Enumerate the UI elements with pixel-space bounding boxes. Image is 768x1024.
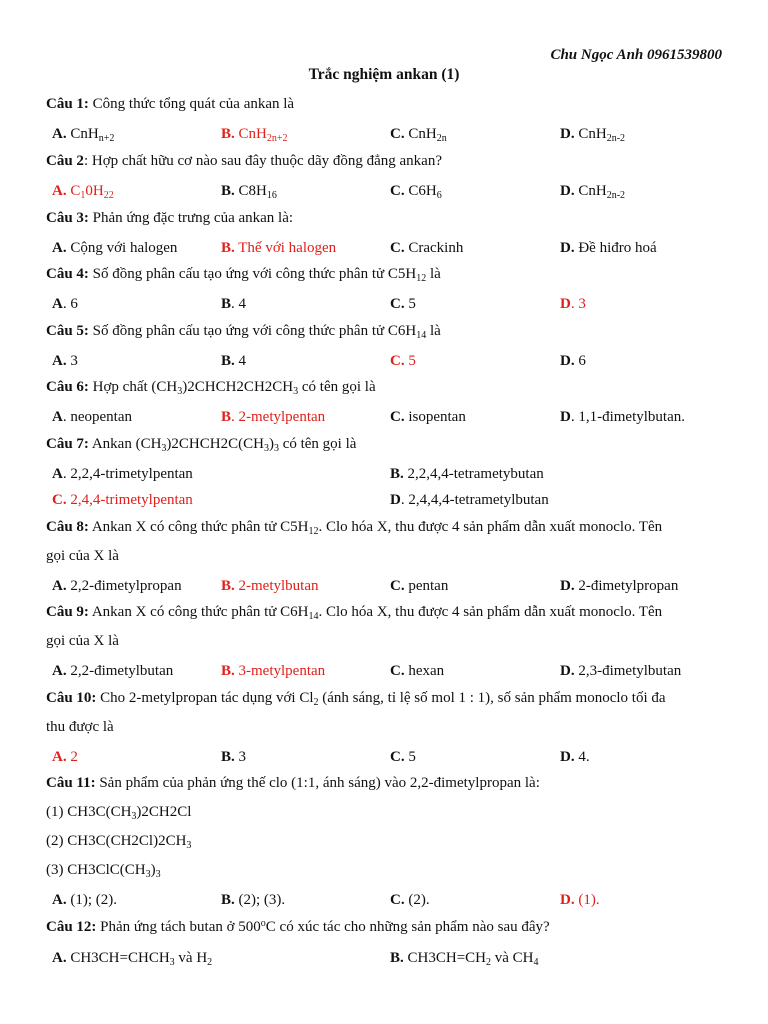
option-letter: B xyxy=(221,409,232,425)
answer-option xyxy=(221,294,246,314)
option-letter: A. xyxy=(52,950,67,966)
option-text: 2,3-đimetylbutan xyxy=(574,663,682,679)
option-letter: D. xyxy=(560,663,575,679)
option-text: . neopentan xyxy=(62,409,132,425)
answer-option-correct xyxy=(560,294,586,314)
option-letter: A. xyxy=(52,578,67,594)
answer-option xyxy=(52,464,193,484)
option-letter: C. xyxy=(390,126,405,142)
question-stem xyxy=(46,151,728,171)
answer-option xyxy=(390,490,549,510)
option-text: 2,2,4,4-tetrametybutan xyxy=(403,466,544,482)
question-stem xyxy=(46,377,728,397)
answer-option xyxy=(560,238,657,258)
answer-option xyxy=(390,948,539,968)
option-letter: C. xyxy=(390,240,405,256)
option-letter: C. xyxy=(390,663,405,679)
option-text: 5 xyxy=(404,296,416,312)
answer-option xyxy=(221,890,285,910)
question-number: Câu 7: xyxy=(46,436,89,452)
answer-option-correct xyxy=(390,351,416,371)
answer-option xyxy=(52,948,212,968)
question-stem xyxy=(46,321,728,341)
option-letter: B. xyxy=(390,466,404,482)
option-letter: C. xyxy=(390,749,405,765)
option-letter: A. xyxy=(52,749,67,765)
answer-option xyxy=(52,351,78,371)
option-text: (2); (3). xyxy=(234,892,286,908)
option-text: CnH$_{2n-2}$ xyxy=(574,183,626,201)
answer-option xyxy=(390,407,466,427)
question-stem xyxy=(46,602,728,622)
question-text: Số đồng phân cấu tạo ứng với công thức phân tử $C6H_{14}$ là xyxy=(88,323,441,341)
option-text: $CH3CH=CHCH_3$ và $H_2$ xyxy=(66,950,213,968)
option-letter: D. xyxy=(560,353,575,369)
option-letter: D. xyxy=(560,749,575,765)
option-text: 2,2-đimetylpropan xyxy=(66,578,182,594)
option-letter: C. xyxy=(390,353,405,369)
option-letter: D. xyxy=(560,126,575,142)
option-text: $C_10H_{22}$ xyxy=(66,183,114,201)
option-text: pentan xyxy=(404,578,449,594)
option-text: 2-metylbutan xyxy=(234,578,319,594)
option-letter: C. xyxy=(390,183,405,199)
question-number: Câu 5: xyxy=(46,323,89,339)
question-text: Ankan X có công thức phân tử $C6H_{14}$. Clo hóa X, thu được 4 sản phẩm dẫn xuất monoclo. Tên xyxy=(88,604,663,622)
question-text: Phản ứng tách butan ở 500$^o$C có xúc tác cho những sản phẩm nào sau đây? xyxy=(96,918,550,935)
question-stem xyxy=(46,688,728,708)
option-text: CnH$_{n+2}$ xyxy=(66,126,115,144)
option-text: . 6 xyxy=(62,296,78,312)
option-text: 2,2-đimetylbutan xyxy=(66,663,174,679)
question-stem xyxy=(46,917,728,937)
option-letter: C. xyxy=(390,409,405,425)
option-text: $C8H_{16}$ xyxy=(234,183,277,201)
option-letter: A. xyxy=(52,126,67,142)
product-item: (2) $CH3C(CH2Cl)2CH_3$ xyxy=(46,833,192,851)
question-text-continued: thu được là xyxy=(46,719,114,735)
answer-option xyxy=(52,124,114,144)
answer-option xyxy=(560,576,678,596)
option-letter: B. xyxy=(221,353,235,369)
answer-option xyxy=(390,294,416,314)
option-letter: A. xyxy=(52,353,67,369)
option-letter: D. xyxy=(560,892,575,908)
option-text: 2-đimetylpropan xyxy=(574,578,679,594)
product-item: (3) $CH3ClC(CH_3)_3$ xyxy=(46,862,161,880)
option-text: CnH$_{2n-2}$ xyxy=(574,126,626,144)
option-text: isopentan xyxy=(404,409,466,425)
option-text: . 4 xyxy=(231,296,247,312)
question-number: Câu 3: xyxy=(46,210,89,226)
option-text: 2 xyxy=(66,749,78,765)
answer-option xyxy=(560,124,625,144)
option-letter: D. xyxy=(560,183,575,199)
option-text: Thế với halogen xyxy=(234,240,337,256)
option-letter: D. xyxy=(560,240,575,256)
answer-option xyxy=(52,294,78,314)
question-text-continued: gọi của X là xyxy=(46,548,119,564)
answer-option xyxy=(221,351,246,371)
answer-option xyxy=(390,238,463,258)
option-text: . 2,2,4-trimetylpentan xyxy=(62,466,193,482)
option-text: 3 xyxy=(66,353,78,369)
option-letter: C. xyxy=(52,492,67,508)
option-letter: B. xyxy=(221,892,235,908)
option-text: CnH$_{2n}$ xyxy=(404,126,447,144)
option-letter: B. xyxy=(221,749,235,765)
option-letter: B. xyxy=(221,578,235,594)
question-stem xyxy=(46,264,728,284)
option-letter: B. xyxy=(221,126,235,142)
option-letter: A xyxy=(52,409,63,425)
option-text: CnH$_{2n+2}$ xyxy=(234,126,288,144)
option-letter: A. xyxy=(52,892,67,908)
question-text: Sản phẩm của phản ứng thế clo (1:1, ánh sáng) vào 2,2-đimetylpropan là: xyxy=(95,775,540,791)
option-text: 4. xyxy=(574,749,590,765)
option-letter: C. xyxy=(390,578,405,594)
option-text: 3-metylpentan xyxy=(234,663,326,679)
answer-option xyxy=(390,464,544,484)
option-text: 3 xyxy=(234,749,247,765)
option-letter: D xyxy=(560,409,571,425)
option-text: 5 xyxy=(404,749,416,765)
option-text: . 2,4,4,4-tetrametylbutan xyxy=(400,492,549,508)
option-text: (1); (2). xyxy=(66,892,117,908)
answer-option xyxy=(560,747,590,767)
question-text: : Hợp chất hữu cơ nào sau đây thuộc dãy đồng đẳng ankan? xyxy=(83,153,442,169)
option-letter: B. xyxy=(221,183,235,199)
answer-option xyxy=(390,661,444,681)
question-stem xyxy=(46,94,728,114)
answer-option-correct xyxy=(52,747,78,767)
question-text: Công thức tổng quát của ankan là xyxy=(88,96,295,112)
question-number: Câu 6: xyxy=(46,379,89,395)
question-text: Hợp chất $(CH_3)2CHCH2CH2CH_3$ có tên gọi là xyxy=(88,379,376,397)
answer-option xyxy=(52,407,132,427)
option-text: . 2-metylpentan xyxy=(231,409,326,425)
answer-option xyxy=(390,181,442,201)
option-text: hexan xyxy=(404,663,445,679)
answer-option-correct xyxy=(221,576,319,596)
answer-option xyxy=(52,238,177,258)
answer-option xyxy=(52,890,117,910)
question-text: Số đồng phân cấu tạo ứng với công thức phân tử $C5H_{12}$ là xyxy=(88,266,441,284)
answer-option-correct xyxy=(52,181,114,201)
question-text: Cho 2-metylpropan tác dụng với $Cl_2$ (ánh sáng, tỉ lệ số mol 1 : 1), số sản phẩm monoclo tối đa xyxy=(96,690,666,708)
product-item: (1) $CH3C(CH_3)2CH2Cl$ xyxy=(46,804,192,822)
option-letter: A. xyxy=(52,183,67,199)
answer-option-correct xyxy=(221,407,325,427)
question-text: Ankan X có công thức phân tử $C5H_{12}$. Clo hóa X, thu được 4 sản phẩm dẫn xuất monoclo. Tên xyxy=(88,519,663,537)
question-number: Câu 9: xyxy=(46,604,89,620)
author-header: Chu Ngọc Anh 0961539800 xyxy=(550,47,722,63)
question-number: Câu 2 xyxy=(46,153,84,169)
question-number: Câu 11: xyxy=(46,775,96,791)
option-text: Crackinh xyxy=(404,240,464,256)
option-letter: A xyxy=(52,296,63,312)
option-letter: B. xyxy=(221,240,235,256)
question-stem xyxy=(46,208,728,228)
question-number: Câu 1: xyxy=(46,96,89,112)
answer-option xyxy=(390,747,416,767)
answer-option xyxy=(52,661,173,681)
option-text: . 3 xyxy=(570,296,586,312)
option-letter: A. xyxy=(52,240,67,256)
option-letter: C. xyxy=(390,296,405,312)
option-text: Đề hiđro hoá xyxy=(574,240,657,256)
question-stem xyxy=(46,434,728,454)
option-text: (1). xyxy=(574,892,600,908)
answer-option xyxy=(390,576,448,596)
question-number: Câu 12: xyxy=(46,919,97,935)
option-letter: A xyxy=(52,466,63,482)
answer-option xyxy=(52,576,182,596)
option-text: $CH3CH=CH_2$ và $CH_4$ xyxy=(403,950,539,968)
answer-option-correct xyxy=(560,890,600,910)
option-letter: D xyxy=(560,296,571,312)
option-letter: D xyxy=(390,492,401,508)
option-letter: A. xyxy=(52,663,67,679)
question-text: Phản ứng đặc trưng của ankan là: xyxy=(88,210,294,226)
option-text: Cộng với halogen xyxy=(66,240,178,256)
answer-option xyxy=(221,747,246,767)
option-letter: B. xyxy=(221,663,235,679)
answer-option xyxy=(390,124,447,144)
page-title: Trắc nghiệm ankan (1) xyxy=(308,66,460,83)
answer-option xyxy=(560,407,685,427)
option-text: 4 xyxy=(234,353,247,369)
question-text: Ankan $(CH_3)2CHCH2C(CH_3)_3$ có tên gọi là xyxy=(88,436,357,454)
answer-option-correct xyxy=(221,661,325,681)
question-stem xyxy=(46,517,728,537)
question-stem xyxy=(46,773,728,793)
answer-option-correct xyxy=(221,238,336,258)
question-text-continued: gọi của X là xyxy=(46,633,119,649)
question-number: Câu 10: xyxy=(46,690,97,706)
option-text: (2). xyxy=(404,892,430,908)
answer-option xyxy=(221,181,277,201)
answer-option xyxy=(560,181,625,201)
question-number: Câu 4: xyxy=(46,266,89,282)
option-text: $C6H_6$ xyxy=(404,183,442,201)
answer-option xyxy=(560,351,586,371)
option-text: 2,4,4-trimetylpentan xyxy=(66,492,193,508)
question-number: Câu 8: xyxy=(46,519,89,535)
answer-option xyxy=(390,890,430,910)
option-text: 6 xyxy=(574,353,586,369)
option-text: 5 xyxy=(404,353,416,369)
option-letter: B xyxy=(221,296,232,312)
option-letter: B. xyxy=(390,950,404,966)
answer-option-correct xyxy=(52,490,193,510)
option-letter: C. xyxy=(390,892,405,908)
answer-option xyxy=(560,661,681,681)
option-letter: D. xyxy=(560,578,575,594)
answer-option-correct xyxy=(221,124,288,144)
option-text: . 1,1-đimetylbutan. xyxy=(570,409,685,425)
